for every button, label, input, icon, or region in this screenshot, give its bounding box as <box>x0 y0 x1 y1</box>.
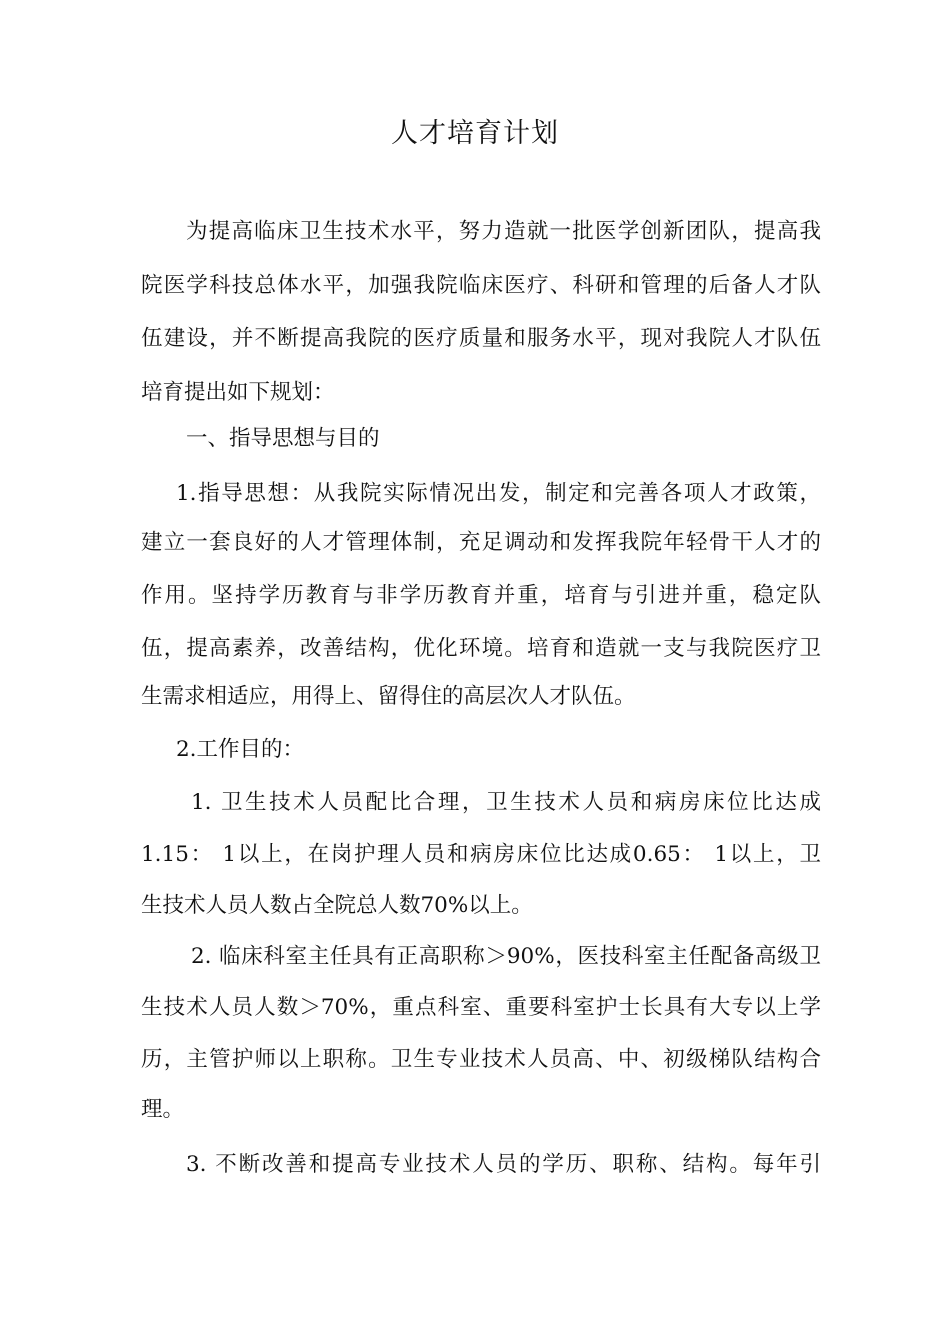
body-line: 院医学科技总体水平，加强我院临床医疗、科研和管理的后备人才队 <box>141 273 821 298</box>
body-line: 生技术人员人数占全院总人数70%以上。 <box>141 893 533 918</box>
body-line: 生需求相适应，用得上、留得住的高层次人才队伍。 <box>141 684 636 709</box>
body-line: 建立一套良好的人才管理体制，充足调动和发挥我院年轻骨干人才的 <box>141 530 821 555</box>
body-line: 1. 卫生技术人员配比合理，卫生技术人员和病房床位比达成 <box>191 790 821 815</box>
body-line: 1.15： 1以上，在岗护理人员和病房床位比达成0.65： 1以上，卫 <box>141 842 821 867</box>
body-line: 3. 不断改善和提高专业技术人员的学历、职称、结构。每年引 <box>186 1152 821 1177</box>
body-line: 生技术人员人数＞70%，重点科室、重要科室护士长具有大专以上学 <box>141 995 821 1020</box>
document-title: 人才培育计划 <box>391 118 559 149</box>
body-line: 1.指导思想：从我院实际情况出发，制定和完善各项人才政策， <box>176 481 821 506</box>
body-line: 为提高临床卫生技术水平，努力造就一批医学创新团队，提高我 <box>186 219 821 244</box>
body-line: 作用。坚持学历教育与非学历教育并重，培育与引进并重，稳定队 <box>141 583 821 608</box>
body-line: 2. 临床科室主任具有正高职称＞90%，医技科室主任配备高级卫 <box>191 944 821 969</box>
section-heading: 一、指导思想与目的 <box>186 426 380 451</box>
body-line: 伍，提高素养，改善结构，优化环境。培育和造就一支与我院医疗卫 <box>141 636 821 661</box>
subsection-heading: 2.工作目的： <box>176 737 305 762</box>
body-line: 伍建设，并不断提高我院的医疗质量和服务水平，现对我院人才队伍 <box>141 326 821 351</box>
body-line: 培育提出如下规划： <box>141 380 335 405</box>
body-line: 历，主管护师以上职称。卫生专业技术人员高、中、初级梯队结构合 <box>141 1047 821 1072</box>
body-line: 理。 <box>141 1097 185 1122</box>
